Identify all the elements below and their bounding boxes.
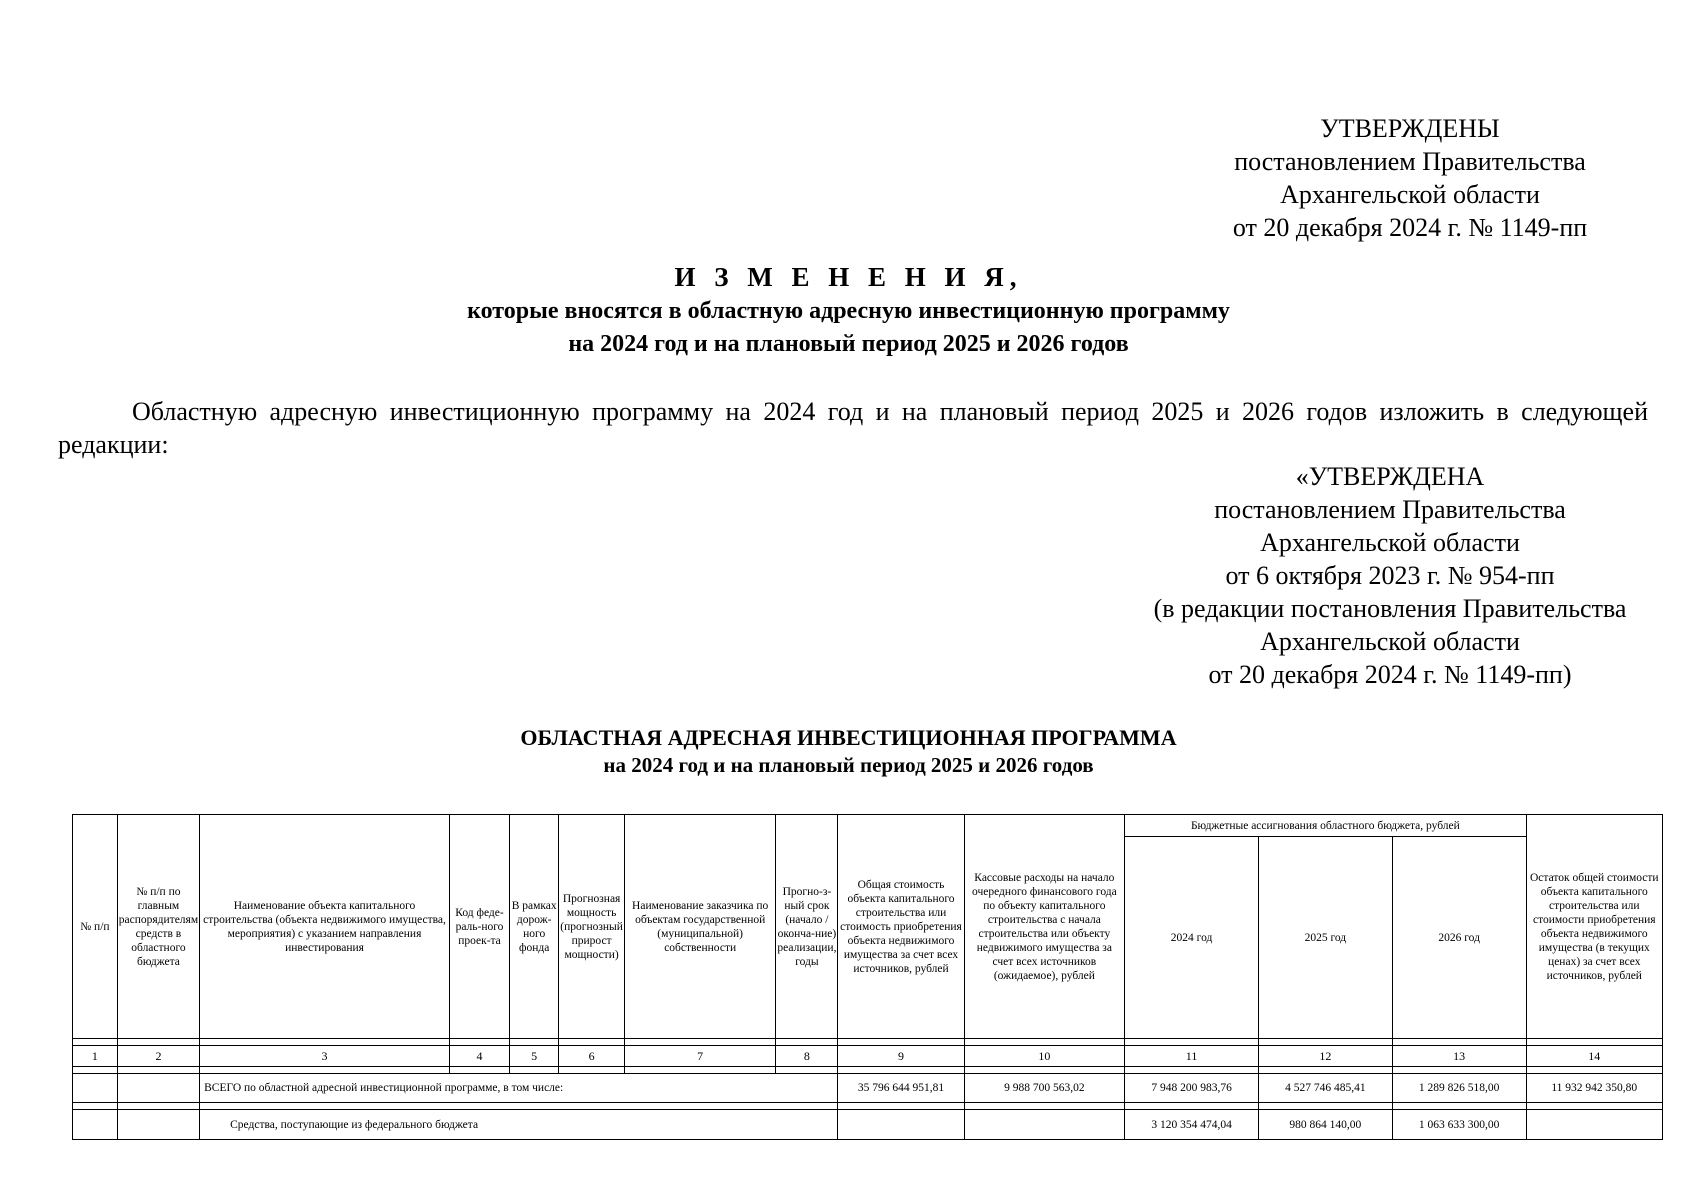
header-col-13: 2026 год (1392, 837, 1526, 1039)
total-label: ВСЕГО по областной адресной инвестиционной программе, в том числе: (200, 1074, 838, 1103)
header-col-14: Остаток общей стоимости объекта капитального строительства или стоимости приобретения объекта недвижимого имущества (в текущих ценах) за счет всех источников, рублей (1526, 815, 1662, 1039)
program-table (72, 814, 1663, 1140)
program-title: ОБЛАСТНАЯ АДРЕСНАЯ ИНВЕСТИЦИОННАЯ ПРОГРАММА (520, 725, 1177, 750)
column-number: 3 (200, 1046, 450, 1067)
approval2-line-4: от 6 октября 2023 г. № 954-пп (1225, 561, 1555, 590)
table-row-total (73, 1074, 1663, 1103)
header-col-8: Прогно-з-ный срок (начало / оконча-ние) реализации, годы (776, 815, 838, 1039)
approval-line-3: Архангельской области (1280, 180, 1540, 209)
header-col-4: Код феде-раль-ного проек-та (449, 815, 509, 1039)
approval-stamp-top (1150, 112, 1670, 244)
column-number: 5 (510, 1046, 559, 1067)
federal-2024-value: 3 120 354 474,04 (1125, 1110, 1259, 1140)
approval2-line-5: (в редакции постановления Правительства (1153, 594, 1627, 623)
approval2-line-6: Архангельской области (1260, 627, 1520, 656)
approval-line-4: от 20 декабря 2024 г. № 1149-пп (1232, 213, 1588, 242)
approval2-line-1: «УТВЕРЖДЕНА (1295, 462, 1485, 491)
column-number: 2 (117, 1046, 199, 1067)
header-col-5: В рамках дорож-ного фонда (510, 815, 559, 1039)
column-number: 10 (964, 1046, 1125, 1067)
table-header-gap (73, 1039, 1663, 1046)
header-col-9: Общая стоимость объекта капитального строительства или стоимость приобретения объекта недвижимого имущества за счет всех источников, рублей (838, 815, 964, 1039)
column-number-row (73, 1046, 1663, 1067)
total-2025-value: 4 527 746 485,41 (1258, 1074, 1392, 1103)
table-header-row (73, 815, 1663, 837)
header-col-3: Наименование объекта капитального строительства (объекта недвижимого имущества, мероприятия) с указанием направления инвестирования (200, 815, 450, 1039)
approval-stamp-program (1100, 460, 1680, 691)
document-subtitle-2: на 2024 год и на плановый период 2025 и 2026 годов (568, 331, 1129, 357)
total-2026-value: 1 289 826 518,00 (1392, 1074, 1526, 1103)
header-col-12: 2025 год (1258, 837, 1392, 1039)
header-budget-group: Бюджетные ассигнования областного бюджета, рублей (1125, 815, 1526, 837)
column-number: 14 (1526, 1046, 1662, 1067)
header-col-10: Кассовые расходы на начало очередного финансового года по объекту капитального строительства с начала строительства или объекту недвижимого имущества за счет всех источников (ожидаемое), рублей (964, 815, 1125, 1039)
document-subtitle-1: которые вносятся в областную адресную инвестиционную программу (467, 298, 1230, 324)
column-number: 4 (449, 1046, 509, 1067)
total-2024-value: 7 948 200 983,76 (1125, 1074, 1259, 1103)
cash-expenses-value: 9 988 700 563,02 (964, 1074, 1125, 1103)
remainder-value: 11 932 942 350,80 (1526, 1074, 1662, 1103)
approval-line-1: УТВЕРЖДЕНЫ (1320, 114, 1500, 143)
column-number: 12 (1258, 1046, 1392, 1067)
header-col-6: Прогнозная мощность (прогнозный прирост мощности) (559, 815, 625, 1039)
table-row-federal (73, 1110, 1663, 1140)
table-row-gap (73, 1103, 1663, 1110)
federal-label: Средства, поступающие из федерального бюджета (200, 1110, 838, 1140)
document-title: И З М Е Н Е Н И Я, (674, 262, 1023, 292)
column-number: 7 (624, 1046, 775, 1067)
approval-line-2: постановлением Правительства (1234, 147, 1586, 176)
approval2-line-7: от 20 декабря 2024 г. № 1149-пп) (1208, 660, 1572, 689)
header-col-11: 2024 год (1125, 837, 1259, 1039)
column-number: 6 (559, 1046, 625, 1067)
program-subtitle: на 2024 год и на плановый период 2025 и 2026 годов (603, 753, 1094, 777)
header-col-2: № п/п по главным распорядителям средств в областного бюджета (117, 815, 199, 1039)
approval2-line-2: постановлением Правительства (1214, 495, 1566, 524)
federal-2026-value: 1 063 633 300,00 (1392, 1110, 1526, 1140)
column-number: 8 (776, 1046, 838, 1067)
column-number: 13 (1392, 1046, 1526, 1067)
total-cost-value: 35 796 644 951,81 (838, 1074, 964, 1103)
federal-2025-value: 980 864 140,00 (1258, 1110, 1392, 1140)
table-number-gap (73, 1067, 1663, 1074)
header-col-1: № п/п (73, 815, 118, 1039)
approval2-line-3: Архангельской области (1260, 528, 1520, 557)
header-col-7: Наименование заказчика по объектам государственной (муниципальной) собственности (624, 815, 775, 1039)
column-number: 1 (73, 1046, 118, 1067)
column-number: 11 (1125, 1046, 1259, 1067)
column-number: 9 (838, 1046, 964, 1067)
intro-paragraph: Областную адресную инвестиционную программу на 2024 год и на плановый период 2025 и 2026 годов изложить в следующей редакции: (58, 397, 1648, 459)
